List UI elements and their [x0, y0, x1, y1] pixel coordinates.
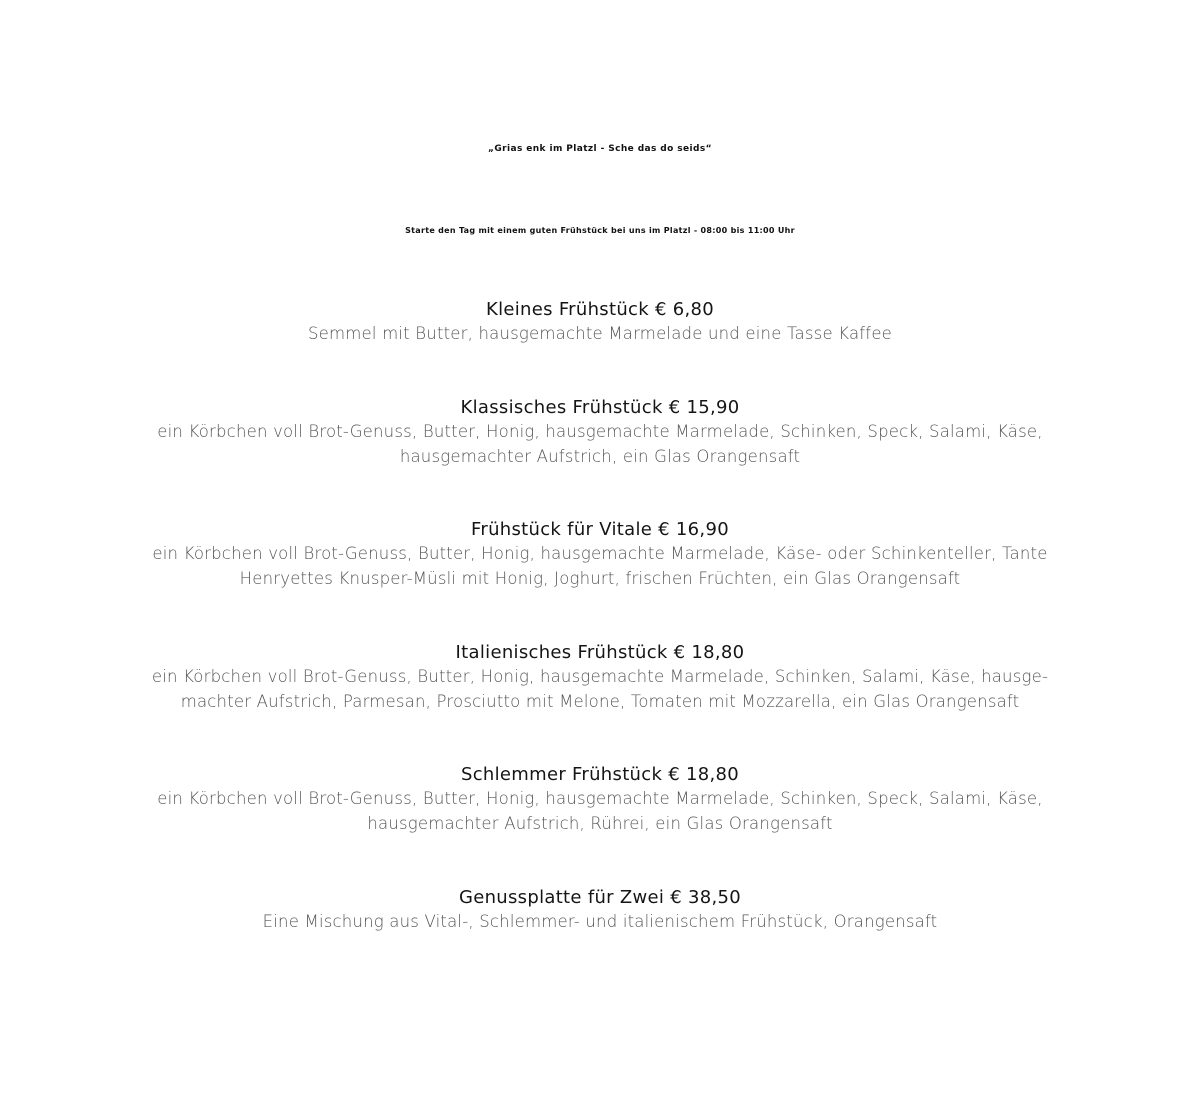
- description-line: Eine Mischung aus Vital-, Schlemmer- und italienischem Frühstück, Orangensaft: [262, 912, 938, 931]
- menu-item-name: Klassisches Frühstück € 15,90: [460, 397, 740, 418]
- menu-item-description: [100, 322, 1100, 347]
- menu-item-name: Italienisches Frühstück € 18,80: [455, 642, 745, 663]
- description-line: ein Körbchen voll Brot-Genuss, Butter, Honig, hausgemachte Marmelade, Käse- oder Schinkenteller, Tante: [152, 544, 1048, 563]
- menu-subtitle: Starte den Tag mit einem guten Frühstück bei uns im Platzl - 08:00 bis 11:00 Uhr: [405, 226, 795, 235]
- description-line: Semmel mit Butter, hausgemachte Marmelade und eine Tasse Kaffee: [307, 324, 893, 343]
- menu-item-description: [100, 910, 1100, 935]
- menu-item-name: Schlemmer Frühstück € 18,80: [460, 764, 740, 785]
- menu-item-description: [100, 542, 1100, 591]
- description-line: ein Körbchen voll Brot-Genuss, Butter, Honig, hausgemachte Marmelade, Schinken, Salami, Käse, hausge-: [151, 667, 1049, 686]
- description-line: ein Körbchen voll Brot-Genuss, Butter, Honig, hausgemachte Marmelade, Schinken, Speck, Salami, Käse,: [157, 789, 1043, 808]
- description-line: ein Körbchen voll Brot-Genuss, Butter, Honig, hausgemachte Marmelade, Schinken, Speck, Salami, Käse,: [157, 422, 1043, 441]
- menu-item-schlemmer: [100, 762, 1100, 836]
- menu-item-name: Genussplatte für Zwei € 38,50: [458, 887, 742, 908]
- menu-title: „Grias enk im Platzl - Sche das do seids“: [488, 144, 712, 154]
- menu-item-description: [100, 787, 1100, 836]
- menu-item-genussplatte: [100, 885, 1100, 935]
- menu-item-italienisch: [100, 640, 1100, 714]
- menu-item-name: Kleines Frühstück € 6,80: [485, 299, 715, 320]
- menu-item-name: Frühstück für Vitale € 16,90: [471, 519, 729, 540]
- description-line: hausgemachter Aufstrich, Rührei, ein Glas Orangensaft: [367, 813, 833, 833]
- description-line: machter Aufstrich, Parmesan, Prosciutto mit Melone, Tomaten mit Mozzarella, ein Glas Orangensaft: [180, 691, 1020, 711]
- menu-item-description: [100, 665, 1100, 714]
- menu-item-description: [100, 420, 1100, 469]
- description-line: Henryettes Knusper-Müsli mit Honig, Joghurt, frischen Früchten, ein Glas Orangensaft: [239, 568, 961, 588]
- menu-item-kleines: [100, 297, 1100, 347]
- menu-item-klassisch: [100, 395, 1100, 469]
- menu-item-vitale: [100, 517, 1100, 591]
- description-line: hausgemachter Aufstrich, ein Glas Orangensaft: [399, 446, 801, 466]
